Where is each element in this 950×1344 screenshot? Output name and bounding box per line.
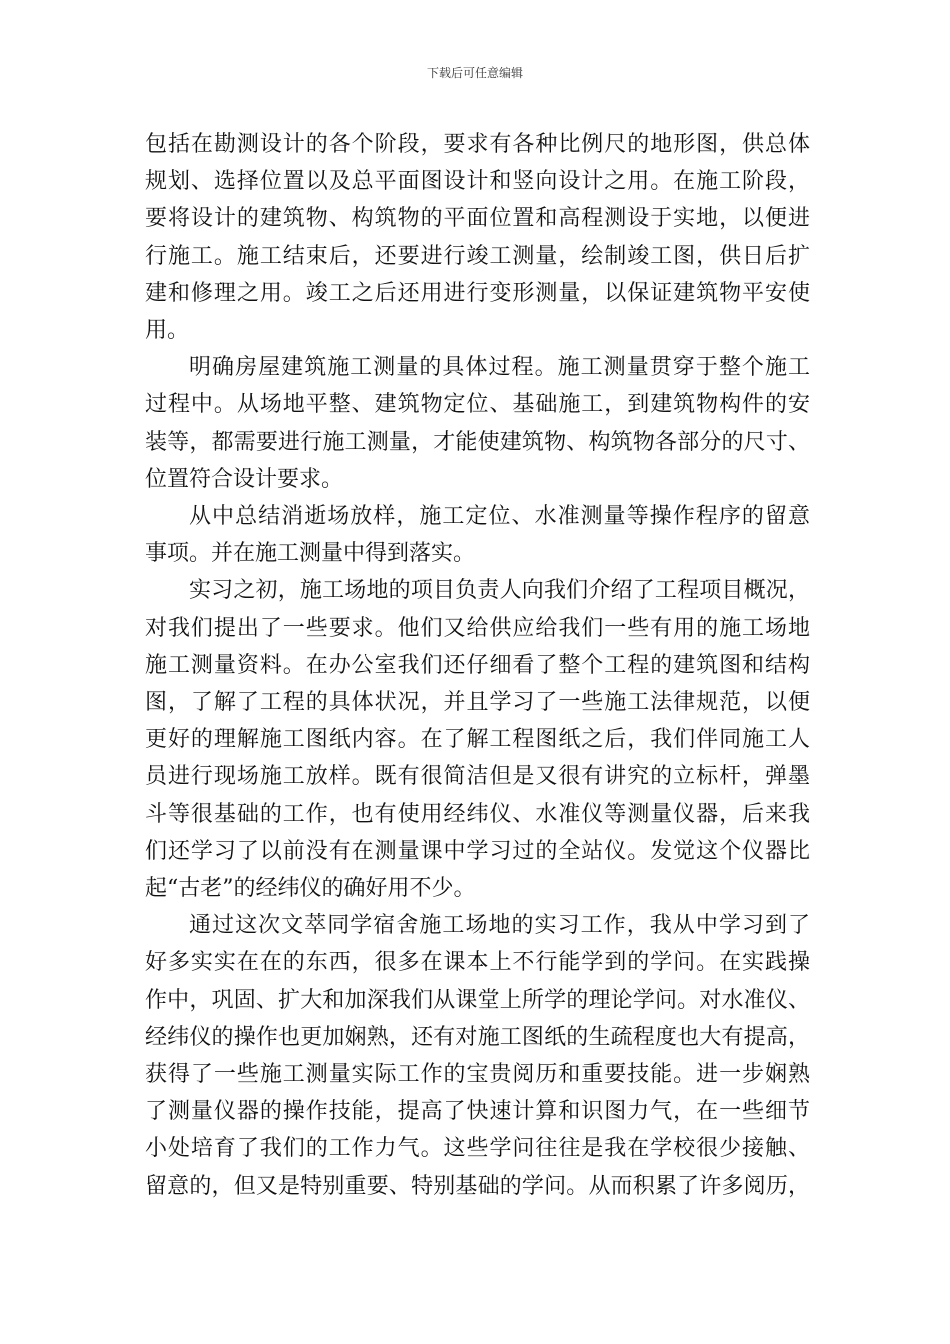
text-line: 作中，巩固、扩大和加深我们从课堂上所学的理论学问。对水准仪、 <box>145 987 810 1013</box>
text-line: 位置符合设计要求。 <box>145 466 344 492</box>
text-line: 斗等很基础的工作，也有使用经纬仪、水准仪等测量仪器，后来我 <box>145 801 810 827</box>
text-line: 起“古老”的经纬仪的确好用不少。 <box>145 876 476 901</box>
text-line: 好多实实在在的东西，很多在课本上不行能学到的学问。在实践操 <box>145 950 810 976</box>
text-line: 员进行现场施工放样。既有很简洁但是又很有讲究的立标杆，弹墨 <box>145 764 810 790</box>
text-line: 实习之初，施工场地的项目负责人向我们介绍了工程项目概况， <box>189 578 810 604</box>
text-line: 小处培育了我们的工作力气。这些学问往往是我在学校很少接触、 <box>145 1136 810 1162</box>
text-line: 行施工。施工结束后，还要进行竣工测量，绘制竣工图，供日后扩 <box>145 243 810 269</box>
text-line: 过程中。从场地平整、建筑物定位、基础施工，到建筑物构件的安 <box>145 392 810 418</box>
text-line: 建和修理之用。竣工之后还用进行变形测量，以保证建筑物平安使 <box>145 280 810 306</box>
text-line: 明确房屋建筑施工测量的具体过程。施工测量贯穿于整个施工 <box>189 355 810 381</box>
text-line: 留意的，但又是特别重要、特别基础的学问。从而积累了许多阅历， <box>145 1173 810 1199</box>
text-line: 要将设计的建筑物、构筑物的平面位置和高程测设于实地，以便进 <box>145 206 810 232</box>
text-line: 用。 <box>145 318 190 343</box>
text-line: 事项。并在施工测量中得到落实。 <box>145 541 476 567</box>
text-line: 图，了解了工程的具体状况，并且学习了一些施工法律规范，以便 <box>145 690 810 715</box>
text-line: 更好的理解施工图纸内容。在了解工程图纸之后，我们伴同施工人 <box>145 727 810 753</box>
text-line: 装等，都需要进行施工测量，才能使建筑物、构筑物各部分的尺寸、 <box>145 429 810 455</box>
page-header: 下载后可任意编辑 <box>426 66 523 80</box>
text-line: 了测量仪器的操作技能，提高了快速计算和识图力气，在一些细节 <box>145 1099 810 1125</box>
text-line: 规划、选择位置以及总平面图设计和竖向设计之用。在施工阶段， <box>145 169 810 195</box>
text-line: 对我们提出了一些要求。他们又给供应给我们一些有用的施工场地 <box>145 615 810 641</box>
text-line: 经纬仪的操作也更加娴熟，还有对施工图纸的生疏程度也大有提高， <box>145 1024 810 1050</box>
text-line: 施工测量资料。在办公室我们还仔细看了整个工程的建筑图和结构 <box>145 652 810 678</box>
text-line: 们还学习了以前没有在测量课中学习过的全站仪。发觉这个仪器比 <box>145 838 810 864</box>
text-line: 获得了一些施工测量实际工作的宝贵阅历和重要技能。进一步娴熟 <box>145 1062 810 1087</box>
text-line: 从中总结消逝场放样，施工定位、水准测量等操作程序的留意 <box>189 504 810 529</box>
text-line: 通过这次文萃同学宿舍施工场地的实习工作，我从中学习到了 <box>189 913 810 939</box>
text-line: 包括在勘测设计的各个阶段，要求有各种比例尺的地形图，供总体 <box>145 132 810 157</box>
